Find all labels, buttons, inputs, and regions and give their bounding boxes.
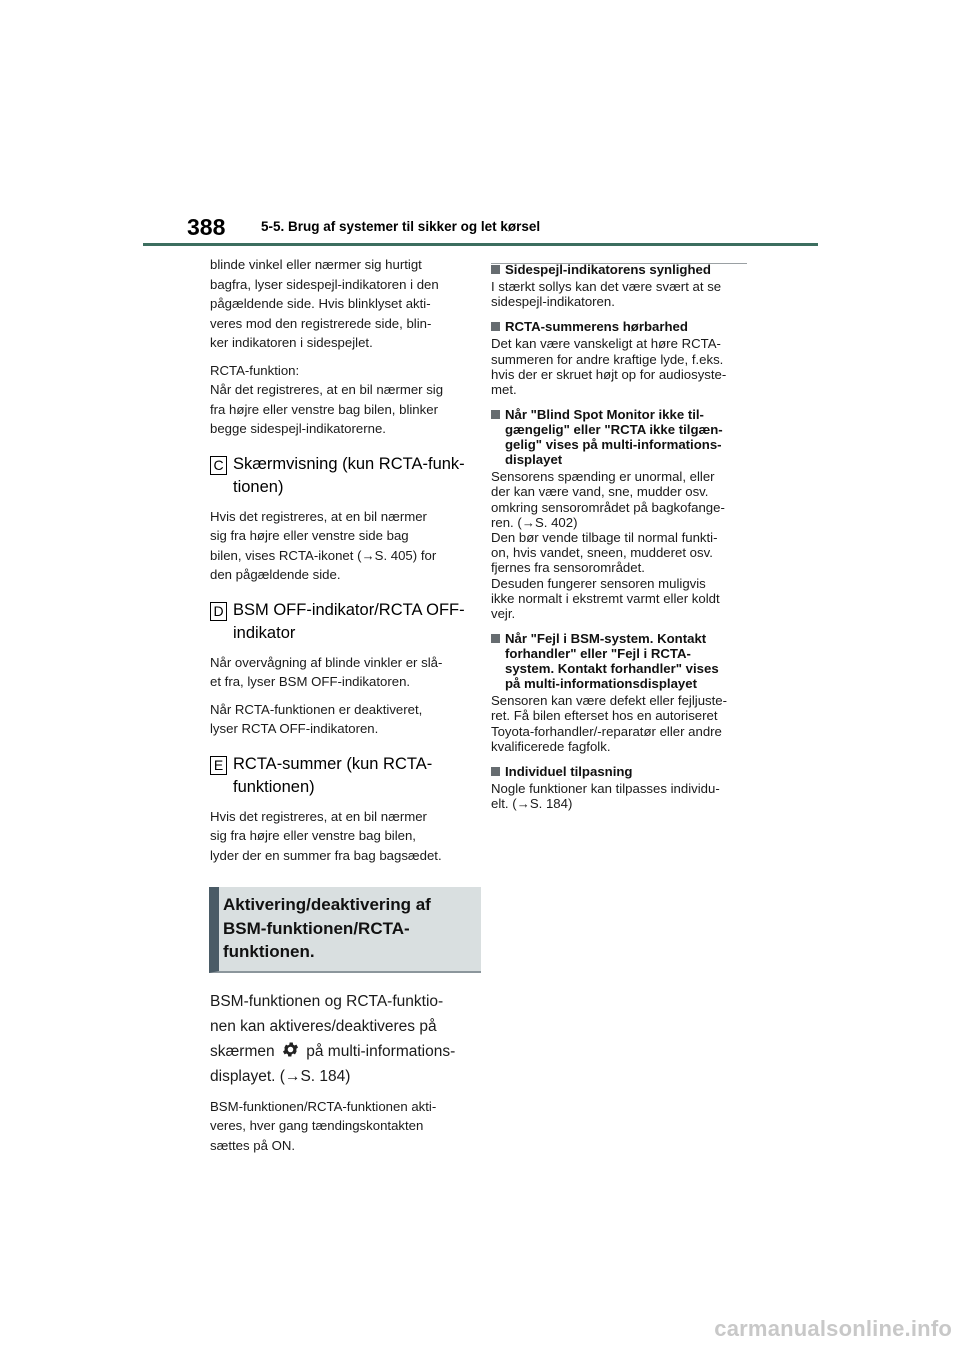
left-column: [210, 255, 468, 1163]
item-d-badge: D: [210, 602, 227, 621]
item-c-heading: C Skærmvisning (kun RCTA-funk- tionen): [210, 453, 468, 499]
note-block-mirror-visibility: [491, 262, 756, 309]
note-body: Nogle funktioner kan tilpasses individu- elt. (→S. 184): [491, 781, 720, 812]
note-body: Det kan være vanskeligt at høre RCTA- summeren for andre kraftige lyde, f.eks. hvis der er skruet højt op for audiosyste- met.: [491, 336, 727, 398]
settings-gear-icon: [281, 1040, 300, 1059]
page-number: 388: [187, 214, 226, 240]
note-block-system-fault: [491, 631, 756, 754]
watermark-text: carmanualsonline.info: [714, 1316, 952, 1341]
rcta-function-paragraph: RCTA-funktion: Når det registreres, at en bil nærmer sig fra højre eller venstre bag bilen, blinker begge sidespejl-indikatorerne.: [210, 362, 444, 436]
right-column: [491, 262, 756, 821]
section-heading-box: [209, 887, 481, 973]
header-rule: [143, 243, 818, 246]
bullet-square-icon: [491, 767, 500, 776]
note-heading: Sidespejl-indikatorens synlighed: [491, 262, 756, 277]
activation-paragraph: BSM-funktionen og RCTA-funktio- nen kan aktiveres/deaktiveres på skærmen på multi-informations- displayet. (→S. 184): [210, 992, 456, 1085]
note-heading: Når "Fejl i BSM-system. Kontakt forhandler" eller "Fejl i RCTA- system. Kontakt forhandler" vises på multi-informationsdisplayet: [491, 631, 756, 691]
note-heading: Individuel tilpasning: [491, 764, 756, 779]
note-block-buzzer-audibility: [491, 319, 756, 397]
bullet-square-icon: [491, 322, 500, 331]
note-body: I stærkt sollys kan det være svært at se sidespejl-indikatoren.: [491, 279, 722, 310]
item-c-badge: C: [210, 456, 227, 475]
note-heading: RCTA-summerens hørbarhed: [491, 319, 756, 334]
note-body: Sensorens spænding er unormal, eller der kan være vand, sne, mudder osv. omkring sensorområdet på bagkofange- ren. (→S. 402) Den bør vende tilbage til normal funkti- on, hvis vandet, sneen, mudderet osv. fjernes fra sensorområdet. Desuden fungerer sensoren muligvis ikke normalt i ekstremt varmt eller koldt vejr.: [491, 469, 725, 622]
bullet-square-icon: [491, 265, 500, 274]
note-heading: Når "Blind Spot Monitor ikke til- gængelig" eller "RCTA ikke tilgæn- gelig" vises på multi-informations- displayet: [491, 407, 756, 467]
item-e-body: Hvis det registreres, at en bil nærmer sig fra højre eller venstre bag bilen, lyder der en summer fra bag bagsædet.: [210, 808, 442, 863]
item-d-heading: D BSM OFF-indikator/RCTA OFF- indikator: [210, 599, 468, 645]
ignition-paragraph: BSM-funktionen/RCTA-funktionen akti- veres, hver gang tændingskontakten sættes på ON.: [210, 1098, 437, 1153]
section-title: Aktivering/deaktivering af BSM-funktionen/RCTA- funktionen.: [223, 895, 431, 961]
bullet-square-icon: [491, 634, 500, 643]
note-block-unavailable: [491, 407, 756, 621]
item-d-body-1: Når overvågning af blinde vinkler er slå- et fra, lyser BSM OFF-indikatoren.: [210, 654, 443, 689]
item-e-badge: E: [210, 756, 227, 775]
item-c-body: Hvis det registreres, at en bil nærmer sig fra højre eller venstre side bag bilen, vises RCTA-ikonet (→S. 405) for den pågældende side.: [210, 508, 437, 582]
chapter-title: 5-5. Brug af systemer til sikker og let kørsel: [261, 219, 541, 234]
intro-paragraph: blinde vinkel eller nærmer sig hurtigt bagfra, lyser sidespejl-indikatoren i den pågældende side. Hvis blinklyset akti- veres mod den registrerede side, blin- ker indikatoren i sidespejlet.: [210, 257, 439, 350]
item-d-body-2: Når RCTA-funktionen er deaktiveret, lyser RCTA OFF-indikatoren.: [210, 701, 423, 736]
item-e-heading: E RCTA-summer (kun RCTA- funktionen): [210, 753, 468, 799]
bullet-square-icon: [491, 410, 500, 419]
note-body: Sensoren kan være defekt eller fejljuste- ret. Få bilen efterset hos en autoriseret Toyota-forhandler/-reparatør eller andre kvalificerede fagfolk.: [491, 693, 728, 754]
note-block-customization: [491, 764, 756, 811]
